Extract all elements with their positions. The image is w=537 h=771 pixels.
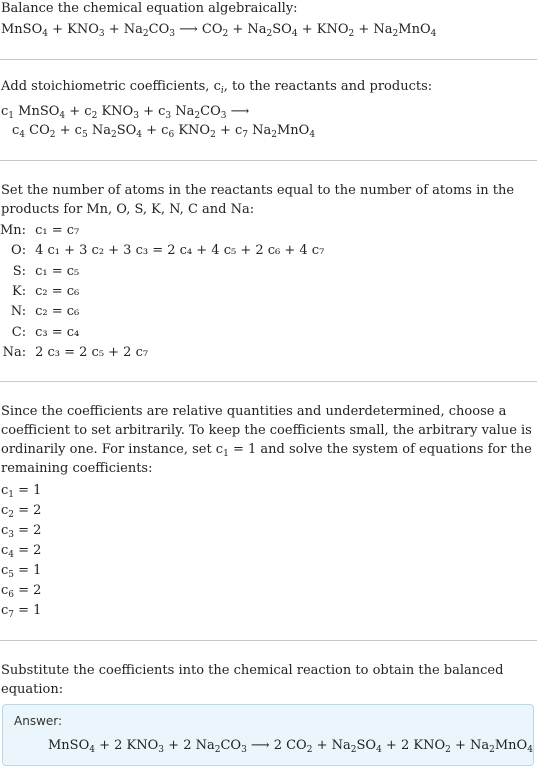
coefficient-value: $c_4 = 2$ <box>1 543 42 560</box>
solve-text-line3: ordinarily one. For instance, set $c_1 = 1$ and solve the system of equations for the <box>1 442 532 459</box>
coefficient-reaction-line1: $c_1$ MnSO$_4$ + $c_2$ $KNO_3 + c_3$ $Na_2CO_3$ ⟶ <box>1 104 250 121</box>
unbalanced-reaction: MnSO$_4$ + $KNO_3 + Na_2CO_3$ ⟶ $CO_2 + Na_2SO_4 + KNO_2 + Na_2MnO_4$ <box>1 22 437 39</box>
atoms-intro-line1: Set the number of atoms in the reactants equal to the number of atoms in the <box>1 183 515 198</box>
equation-row: N: c₂ = c₆ <box>10 304 80 320</box>
solve-text-line4: remaining coefficients: <box>1 461 153 476</box>
coefficient-reaction-line2: $c_4$ $CO_2 + c_5$ $Na_2SO_4 + c_6$ $KNO_2 + c_7$ $Na_2MnO_4$ <box>12 123 316 140</box>
divider <box>0 160 537 161</box>
equation-row: Mn: c₁ = c₇ <box>0 223 80 239</box>
atom-equations-table <box>0 221 328 363</box>
coefficients-intro: Add stoichiometric coefficients, $c_i$, to the reactants and products: <box>1 79 433 96</box>
divider <box>0 381 537 382</box>
coefficient-value: $c_6 = 2$ <box>1 583 42 600</box>
coefficient-value: $c_2 = 2$ <box>1 503 42 520</box>
answer-box <box>2 704 534 766</box>
equation-row: C: c₃ = c₄ <box>11 324 80 340</box>
coefficient-value: $c_5 = 1$ <box>1 563 42 580</box>
atoms-intro-line2: products for Mn, O, S, K, N, C and Na: <box>1 202 255 217</box>
intro-text: Balance the chemical equation algebraically: <box>1 1 298 16</box>
divider <box>0 59 537 60</box>
answer-label: Answer: <box>14 714 63 728</box>
equation-row: K: c₂ = c₆ <box>11 284 80 300</box>
coefficient-value: $c_3 = 2$ <box>1 523 42 540</box>
equation-row: S: c₁ = c₅ <box>12 263 80 279</box>
equation-row: Na: 2 c₃ = 2 c₅ + 2 c₇ <box>2 344 149 360</box>
solve-text-line2: coefficient to set arbitrarily. To keep the coefficients small, the arbitrary value is <box>1 423 532 438</box>
substitute-text-line1: Substitute the coefficients into the chemical reaction to obtain the balanced <box>1 663 504 678</box>
equation-row: O: 4 c₁ + 3 c₂ + 3 c₃ = 2 c₄ + 4 c₅ + 2 c₆ + 4 c₇ <box>11 243 325 259</box>
substitute-text-line2: equation: <box>1 682 64 697</box>
coefficient-value: $c_1 = 1$ <box>1 483 42 500</box>
coefficient-value: $c_7 = 1$ <box>1 603 42 620</box>
solve-text-line1: Since the coefficients are relative quantities and underdetermined, choose a <box>1 404 507 419</box>
balanced-equation: MnSO$_4$ + 2 $KNO_3 + 2$ $Na_2CO_3$ ⟶ 2 $CO_2 + Na_2SO_4 + 2$ $KNO_2 + Na_2MnO_4$ <box>48 738 533 755</box>
divider <box>0 640 537 641</box>
